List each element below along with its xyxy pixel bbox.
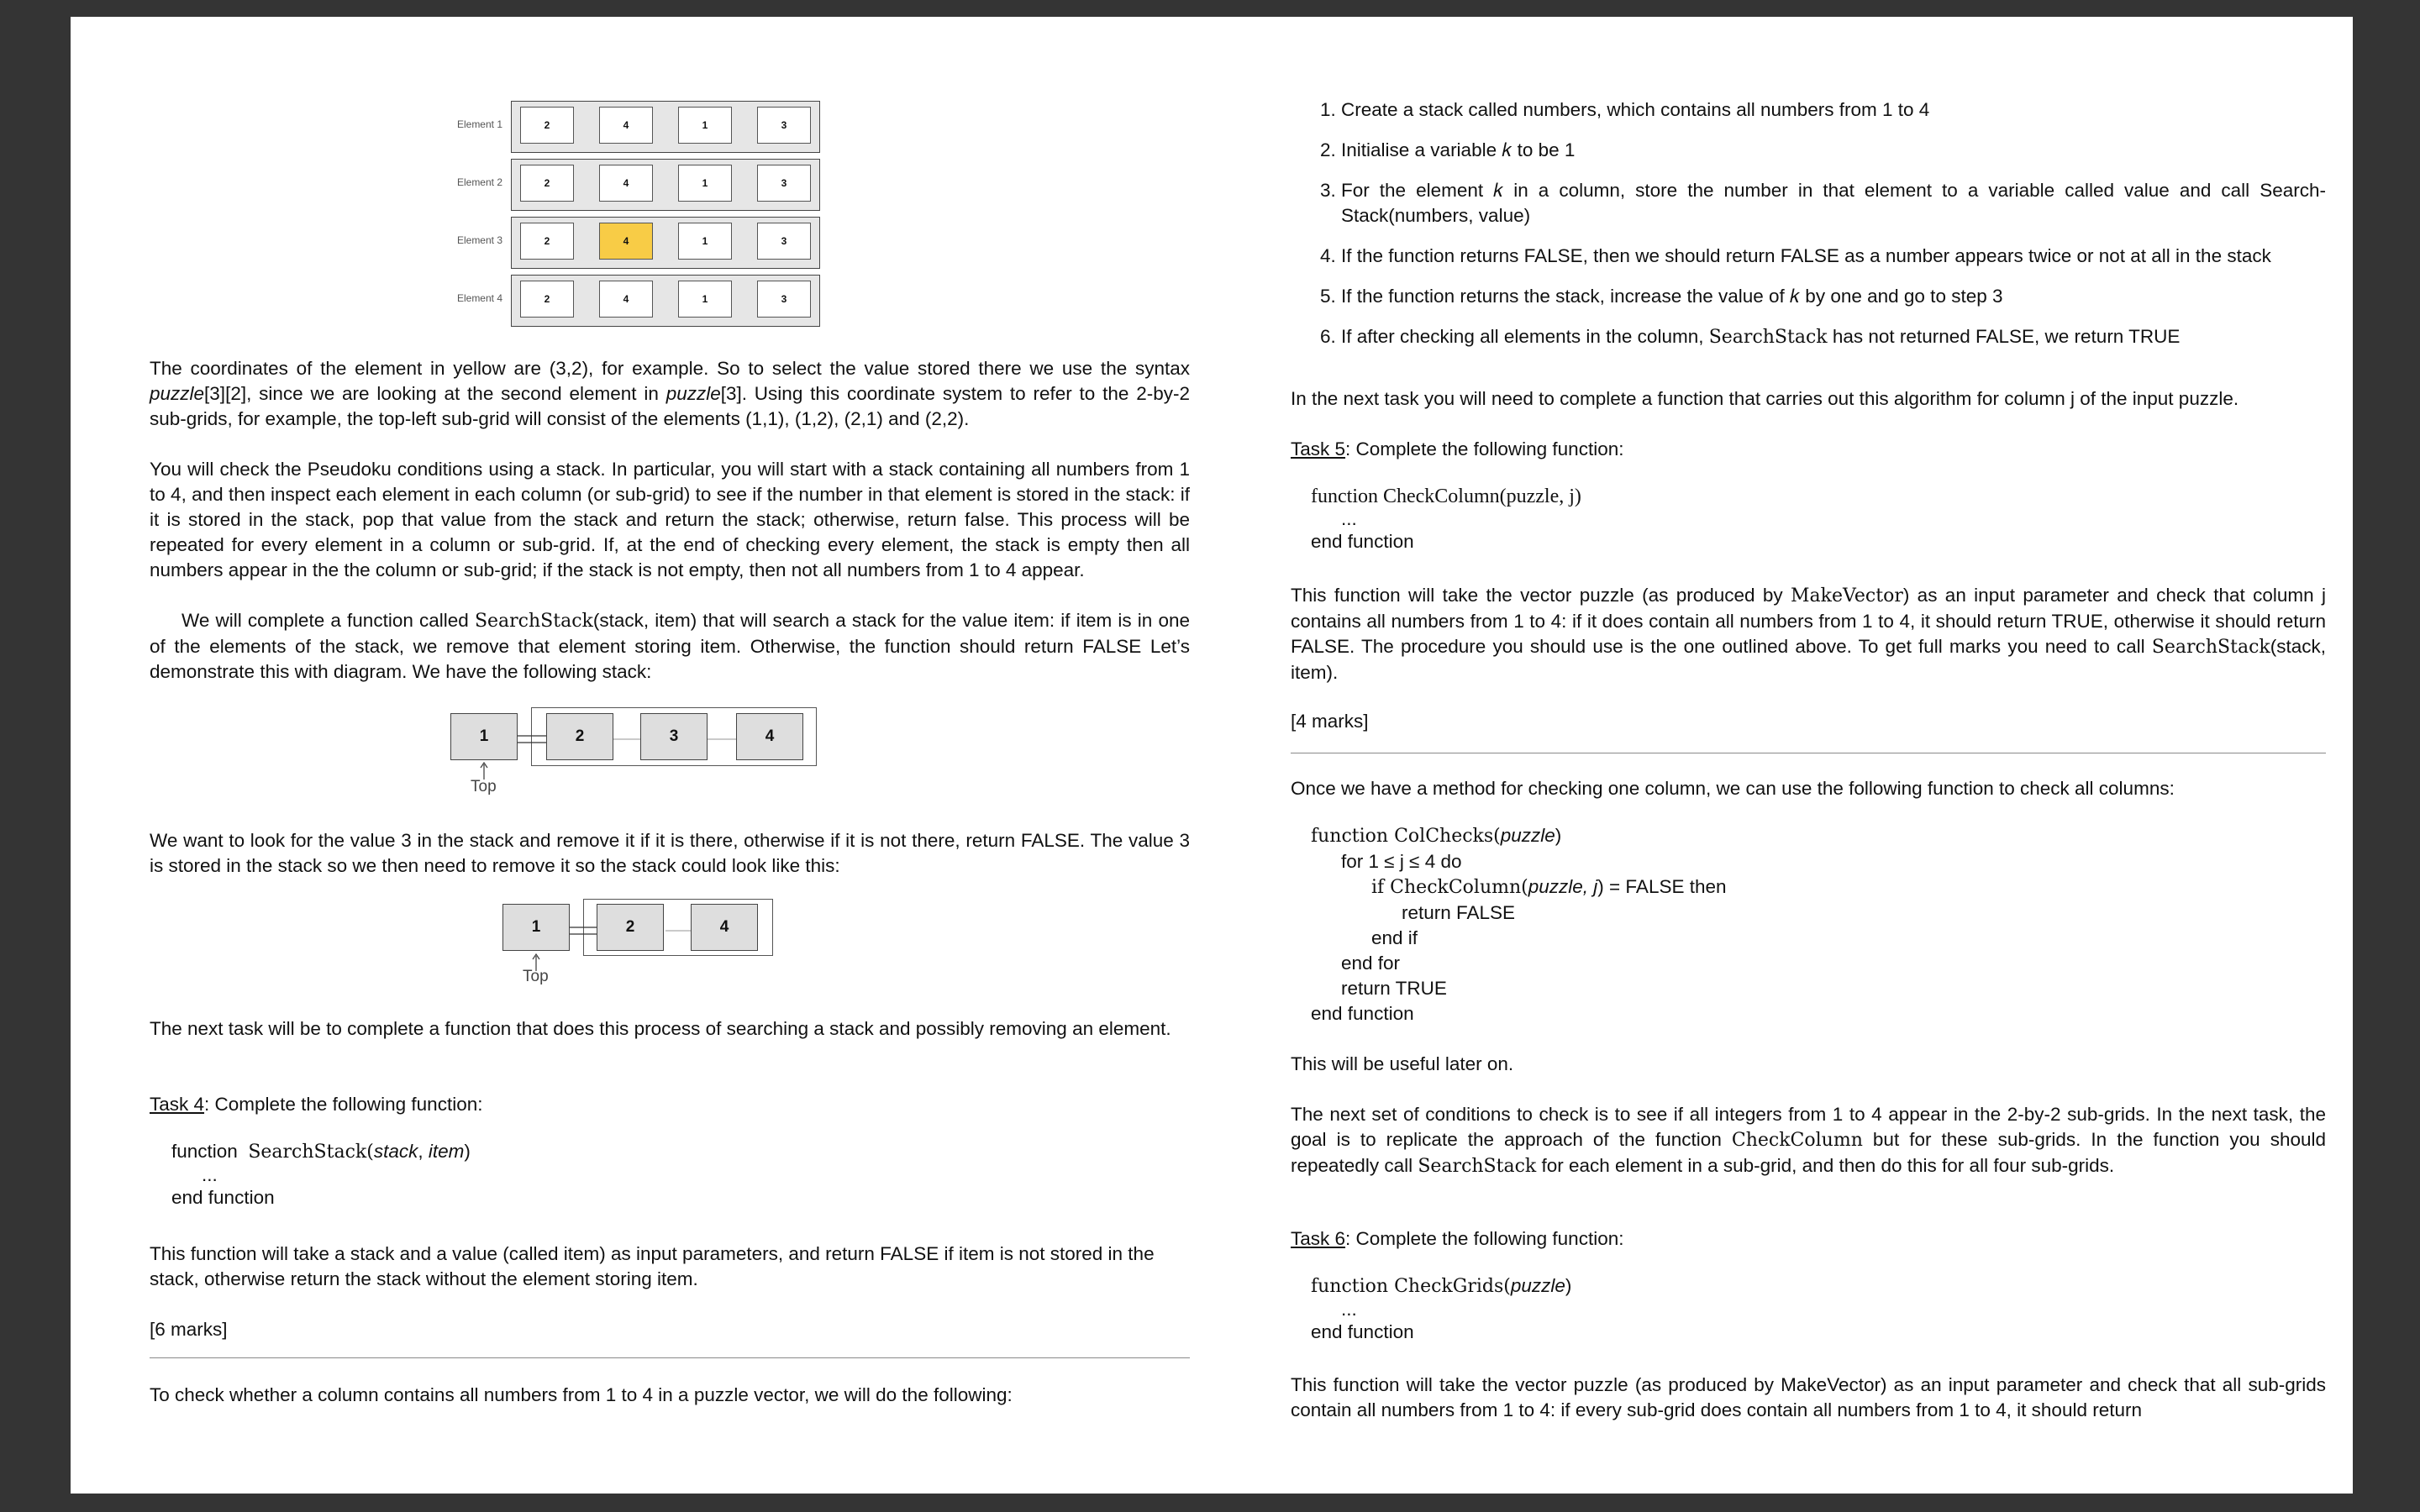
stack-node: 1 <box>502 904 570 951</box>
paragraph-checkcolumn-description: This function will take the vector puzzle (as produced by MakeVector) as an input parameter and check that column j contains all numbers from 1 to 4: if it does contain all numbers from 1 to 4, it should return TRUE, otherwise it should return FALSE. The procedure you should use is the one outlined above. To get full marks you need to call SearchStack(stack, item). <box>1291 585 2326 683</box>
step-item: 2. Initialise a variable 𝑘 to be 1 <box>1341 138 2326 163</box>
grid-cell: 2 <box>520 165 574 202</box>
paragraph-next-task: The next task will be to complete a function that does this process of searching a stack and possibly removing an element. <box>150 1018 1171 1039</box>
step-item: 1. Create a stack called numbers, which contains all numbers from 1 to 4 <box>1341 97 2326 123</box>
task6-heading: Task 6: Complete the following function: <box>1291 1228 1624 1249</box>
grid-cell: 3 <box>757 107 811 144</box>
paragraph-searchstack-intro: We will complete a function called SearchStack(stack, item) that will search a stack for the value item: if item is in one of the elements of the stack, we remove that element storing item. Otherwise, the function should return FALSE Let’s demonstrate this with diagram. We have the following stack: <box>150 610 1190 682</box>
stack-node: 3 <box>640 713 708 760</box>
grid-cell: 3 <box>757 281 811 318</box>
paragraph-useful-later: This will be useful later on. <box>1291 1053 1514 1074</box>
grid-cell: 4 <box>599 165 653 202</box>
stack-node: 4 <box>736 713 803 760</box>
grid-cell: 1 <box>678 223 732 260</box>
marks-label: [4 marks] <box>1291 711 1369 732</box>
stack-top-label: Top <box>523 968 549 985</box>
paragraph-stack-explanation: You will check the Pseudoku conditions using a stack. In particular, you will start with a stack containing all numbers from 1 to 4, and then inspect each element in each column (or sub-grid) to see if the number in that element is stored in the stack: if it is stored in the stack, pop that value from the stack and return the stack; otherwise, return false. This process will be repeated for every element in a column or sub-grid. If, at the end of checking every element, the stack is empty then all numbers appear in the the column or sub-grid; if the stack is not empty, then not all numbers from 1 to 4 appear. <box>150 459 1190 580</box>
grid-cell: 1 <box>678 107 732 144</box>
task5-heading: Task 5: Complete the following function: <box>1291 438 1624 459</box>
grid-cell: 2 <box>520 281 574 318</box>
paragraph-search-value-3: We want to look for the value 3 in the stack and remove it if it is there, otherwise if it is not there, return FALSE. The value 3 is stored in the stack so we then need to remove it so the stack could look like this: <box>150 830 1190 876</box>
task4-code: function SearchStack(stack, item) ... end function <box>171 1141 471 1208</box>
grid-cell: 2 <box>520 223 574 260</box>
grid-row <box>511 101 820 153</box>
grid-row <box>511 275 820 327</box>
paragraph-subgrid-conditions: The next set of conditions to check is to see if all integers from 1 to 4 appear in the 2-by-2 sub-grids. In the next task, the goal is to replicate the approach of the function CheckColumn but for these sub-grids. In the function you should repeatedly call SearchStack for each element in a sub-grid, and then do this for all four sub-grids. <box>1291 1104 2326 1177</box>
document-page <box>71 17 2353 1494</box>
paragraph-searchstack-description: This function will take a stack and a value (called item) as input parameters, and return FALSE if item is not stored in the stack, otherwise return the stack without the element storing item. <box>150 1243 1155 1289</box>
stack-arrows <box>501 897 778 973</box>
grid-cell: 3 <box>757 223 811 260</box>
colchecks-code: function ColChecks(puzzle) for 1 ≤ j ≤ 4 do if CheckColumn(puzzle, j) = FALSE then return FALSE end if end for return TRUE end function <box>1311 825 1727 1024</box>
paragraph-column-check-intro: To check whether a column contains all numbers from 1 to 4 in a puzzle vector, we will do the following: <box>150 1384 1013 1405</box>
stack-top-label: Top <box>471 778 497 795</box>
stack-node: 2 <box>546 713 613 760</box>
task4-heading: Task 4: Complete the following function: <box>150 1094 483 1115</box>
task6-code: function CheckGrids(puzzle) ... end function <box>1311 1275 1572 1342</box>
grid-cell: 4 <box>599 107 653 144</box>
grid-row-label: Element 2 <box>456 176 502 188</box>
grid-cell: 4 <box>599 281 653 318</box>
stack-arrows <box>449 706 818 781</box>
stack-node: 4 <box>691 904 758 951</box>
stack-node: 1 <box>450 713 518 760</box>
grid-row-label: Element 4 <box>456 292 502 304</box>
section-divider <box>150 1357 1190 1358</box>
step-item: 6. If after checking all elements in the column, SearchStack has not returned FALSE, we return TRUE <box>1341 324 2326 350</box>
marks-label: [6 marks] <box>150 1319 228 1340</box>
paragraph-next-task-column: In the next task you will need to complete a function that carries out this algorithm for column j of the input puzzle. <box>1291 388 2239 409</box>
grid-cell: 2 <box>520 107 574 144</box>
grid-cell: 1 <box>678 165 732 202</box>
grid-cell-highlighted: 4 <box>599 223 653 260</box>
task5-code: function CheckColumn(puzzle, j) ... end function <box>1311 486 1581 552</box>
grid-row <box>511 217 820 269</box>
step-item: 3. For the element 𝑘 in a column, store the number in that element to a variable called value and call Search-Stack(numbers, value) <box>1341 178 2326 228</box>
paragraph-coordinates: The coordinates of the element in yellow are (3,2), for example. So to select the value stored there we use the syntax puzzle[3][2], since we are looking at the second element in puzzle[3]. Using this coordinate system to refer to the 2-by-2 sub-grids, for example, the top-left sub-grid will consist of the elements (1,1), (1,2), (2,1) and (2,2). <box>150 358 1190 429</box>
grid-row <box>511 159 820 211</box>
paragraph-colchecks-intro: Once we have a method for checking one column, we can use the following function to check all columns: <box>1291 778 2175 799</box>
grid-row-label: Element 3 <box>456 234 502 246</box>
step-item: 5. If the function returns the stack, increase the value of 𝑘 by one and go to step 3 <box>1341 284 2326 309</box>
grid-cell: 1 <box>678 281 732 318</box>
algorithm-steps <box>1291 97 2326 350</box>
stack-node: 2 <box>597 904 664 951</box>
paragraph-checkgrids-description: This function will take the vector puzzle (as produced by MakeVector) as an input parameter and check that all sub-grids contain all numbers from 1 to 4: if every sub-grid does contain all numbers from 1 to 4, it should return <box>1291 1374 2326 1420</box>
grid-cell: 3 <box>757 165 811 202</box>
step-item: 4. If the function returns FALSE, then we should return FALSE as a number appears twice or not at all in the stack <box>1341 244 2326 269</box>
grid-row-label: Element 1 <box>456 118 502 130</box>
